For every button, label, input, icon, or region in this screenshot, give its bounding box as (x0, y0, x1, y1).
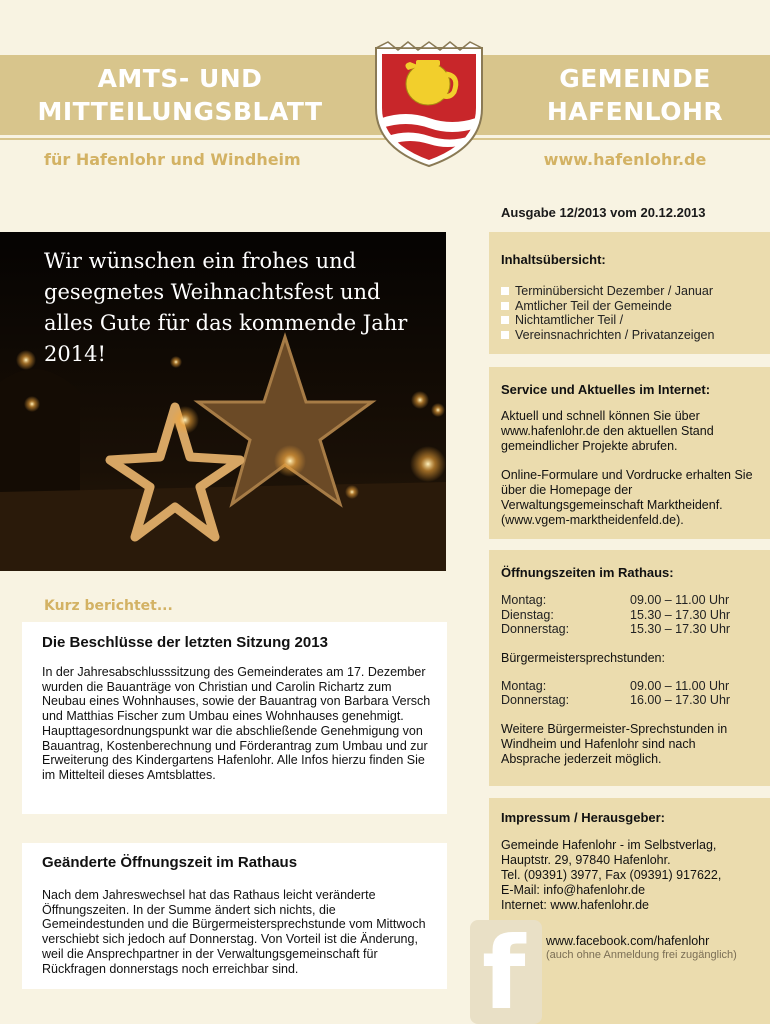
bullet-square-icon (501, 316, 509, 324)
facebook-glyph: f (482, 915, 526, 1024)
coat-of-arms-jug-icon (368, 40, 490, 172)
toc-item-label: Nichtamtlicher Teil / (515, 313, 624, 327)
section-label-news: Kurz berichtet... (44, 598, 173, 614)
toc-box (489, 232, 770, 354)
hours-row (501, 622, 770, 637)
hours-day: Montag: (501, 678, 547, 693)
bullet-square-icon (501, 302, 509, 310)
opening-hours-title: Öffnungszeiten im Rathaus: (501, 565, 674, 580)
hours-time: 15.30 – 17.30 Uhr (630, 622, 731, 636)
hours-time: 15.30 – 17.30 Uhr (630, 607, 731, 622)
service-title: Service und Aktuelles im Internet: (501, 382, 711, 397)
toc-item[interactable] (501, 284, 770, 299)
opening-hours-box (489, 550, 770, 786)
hours-time: 09.00 – 11.00 Uhr (630, 678, 730, 693)
impressum-line: Tel. (09391) 3977, Fax (09391) 917622, (501, 868, 722, 882)
municipality-title-line2: HAFENLOHR (546, 97, 724, 126)
mayor-hours-table (501, 679, 770, 708)
opening-hours-table (501, 593, 770, 637)
hours-row (501, 693, 770, 708)
toc-item-label: Amtlicher Teil der Gemeinde (515, 298, 672, 313)
article-title: Die Beschlüsse der letzten Sitzung 2013 (42, 634, 328, 651)
impressum-line: Hauptstr. 29, 97840 Hafenlohr. (501, 853, 671, 867)
bullet-square-icon (501, 287, 509, 295)
article-opening-hours-change (22, 843, 447, 989)
service-box (489, 367, 770, 539)
issue-date: Ausgabe 12/2013 vom 20.12.2013 (501, 205, 706, 220)
hours-time: 16.00 – 17.30 Uhr (630, 693, 731, 707)
article-title: Geänderte Öffnungszeit im Rathaus (42, 854, 298, 871)
christmas-photo (0, 232, 446, 571)
hours-row (501, 679, 770, 694)
bullet-square-icon (501, 331, 509, 339)
article-council-decisions (22, 622, 447, 814)
masthead-subtitle: für Hafenlohr und Windheim (44, 150, 301, 169)
hours-row (501, 608, 770, 623)
article-text: In der Jahresabschlusssitzung des Gemeinderates am 17. Dezember wurden die Bauanträge von Christian und Carolin Richartz zum Neubau eines Wohnhauses, sowie der Bauantrag von Barbara Versch und Matthias Fischer zum Umbau eines Wohnhauses genehmigt. Haupttagesordnungspunkt war die abschließende Genehmigung von Bauantrag, Kostenberechnung und Förderantrag zum Umbau und zur Erweiterung des Kindergartens Hafenlohr. Alle Infos hierzu finden Sie im Mittelteil dieses Amtsblattes. (42, 665, 431, 782)
toc-item[interactable] (501, 328, 770, 343)
hours-row (501, 593, 770, 608)
article-text: Nach dem Jahreswechsel hat das Rathaus leicht veränderte Öffnungszeiten. In der Summe ändert sich nichts, die Gemeindestunden und die Bürgermeistersprechstunde vom Mittwoch verschiebt sich jedoch auf Donnerstag. Von Vorteil ist die Änderung, weil die Ansprechpartner in der Verwaltungsgemeinschaft für Rückfragen donnerstags noch erreichbar sind. (42, 888, 426, 976)
municipality-title (500, 62, 770, 128)
toc-item[interactable] (501, 299, 770, 314)
facebook-link[interactable]: www.facebook.com/hafenlohr (546, 934, 710, 948)
impressum-line: Gemeinde Hafenlohr - im Selbstverlag, (501, 838, 717, 852)
hours-time: 09.00 – 11.00 Uhr (630, 593, 730, 607)
masthead-title-line2: MITTEILUNGSBLATT (37, 97, 323, 126)
mayor-hours-note: Weitere Bürgermeister-Sprechstunden in Windheim und Hafenlohr sind nach Absprache jederzeit möglich. (501, 721, 728, 766)
municipality-title-line1: GEMEINDE (559, 64, 711, 93)
mayor-hours-title: Bürgermeistersprechstunden: (501, 650, 665, 665)
christmas-greeting: Wir wünschen ein frohes und gesegnetes Weihnachtsfest und alles Gute für das kommende Jahr 2014! (44, 249, 408, 366)
internet-link[interactable]: Internet: www.hafenlohr.de (501, 898, 650, 912)
masthead-title (0, 62, 360, 128)
hours-day: Montag: (501, 593, 547, 607)
hours-day: Donnerstag: (501, 693, 570, 707)
hours-day: Dienstag: (501, 607, 554, 622)
facebook-note: (auch ohne Anmeldung frei zugänglich) (546, 949, 737, 961)
toc-item[interactable] (501, 313, 770, 328)
toc-item-label: Vereinsnachrichten / Privatanzeigen (515, 327, 715, 342)
toc-list (501, 284, 770, 342)
service-text-2: Online-Formulare und Vordrucke erhalten Sie über die Homepage der Verwaltungsgemeinschaft Marktheidenf. (www.vgem-marktheidenfeld.de). (501, 468, 753, 527)
website-link[interactable]: www.hafenlohr.de (543, 150, 707, 169)
impressum-address (501, 838, 770, 913)
hours-day: Donnerstag: (501, 622, 570, 636)
toc-item-label: Terminübersicht Dezember / Januar (515, 284, 713, 298)
toc-title: Inhaltsübersicht: (501, 252, 606, 267)
facebook-icon[interactable] (470, 915, 542, 1024)
service-text-1: Aktuell und schnell können Sie über www.hafenlohr.de den aktuellen Stand gemeindlicher Projekte abrufen. (501, 409, 714, 453)
impressum-title: Impressum / Herausgeber: (501, 810, 666, 825)
masthead-title-line1: AMTS- UND (97, 64, 263, 93)
email-link[interactable]: E-Mail: info@hafenlohr.de (501, 883, 646, 897)
